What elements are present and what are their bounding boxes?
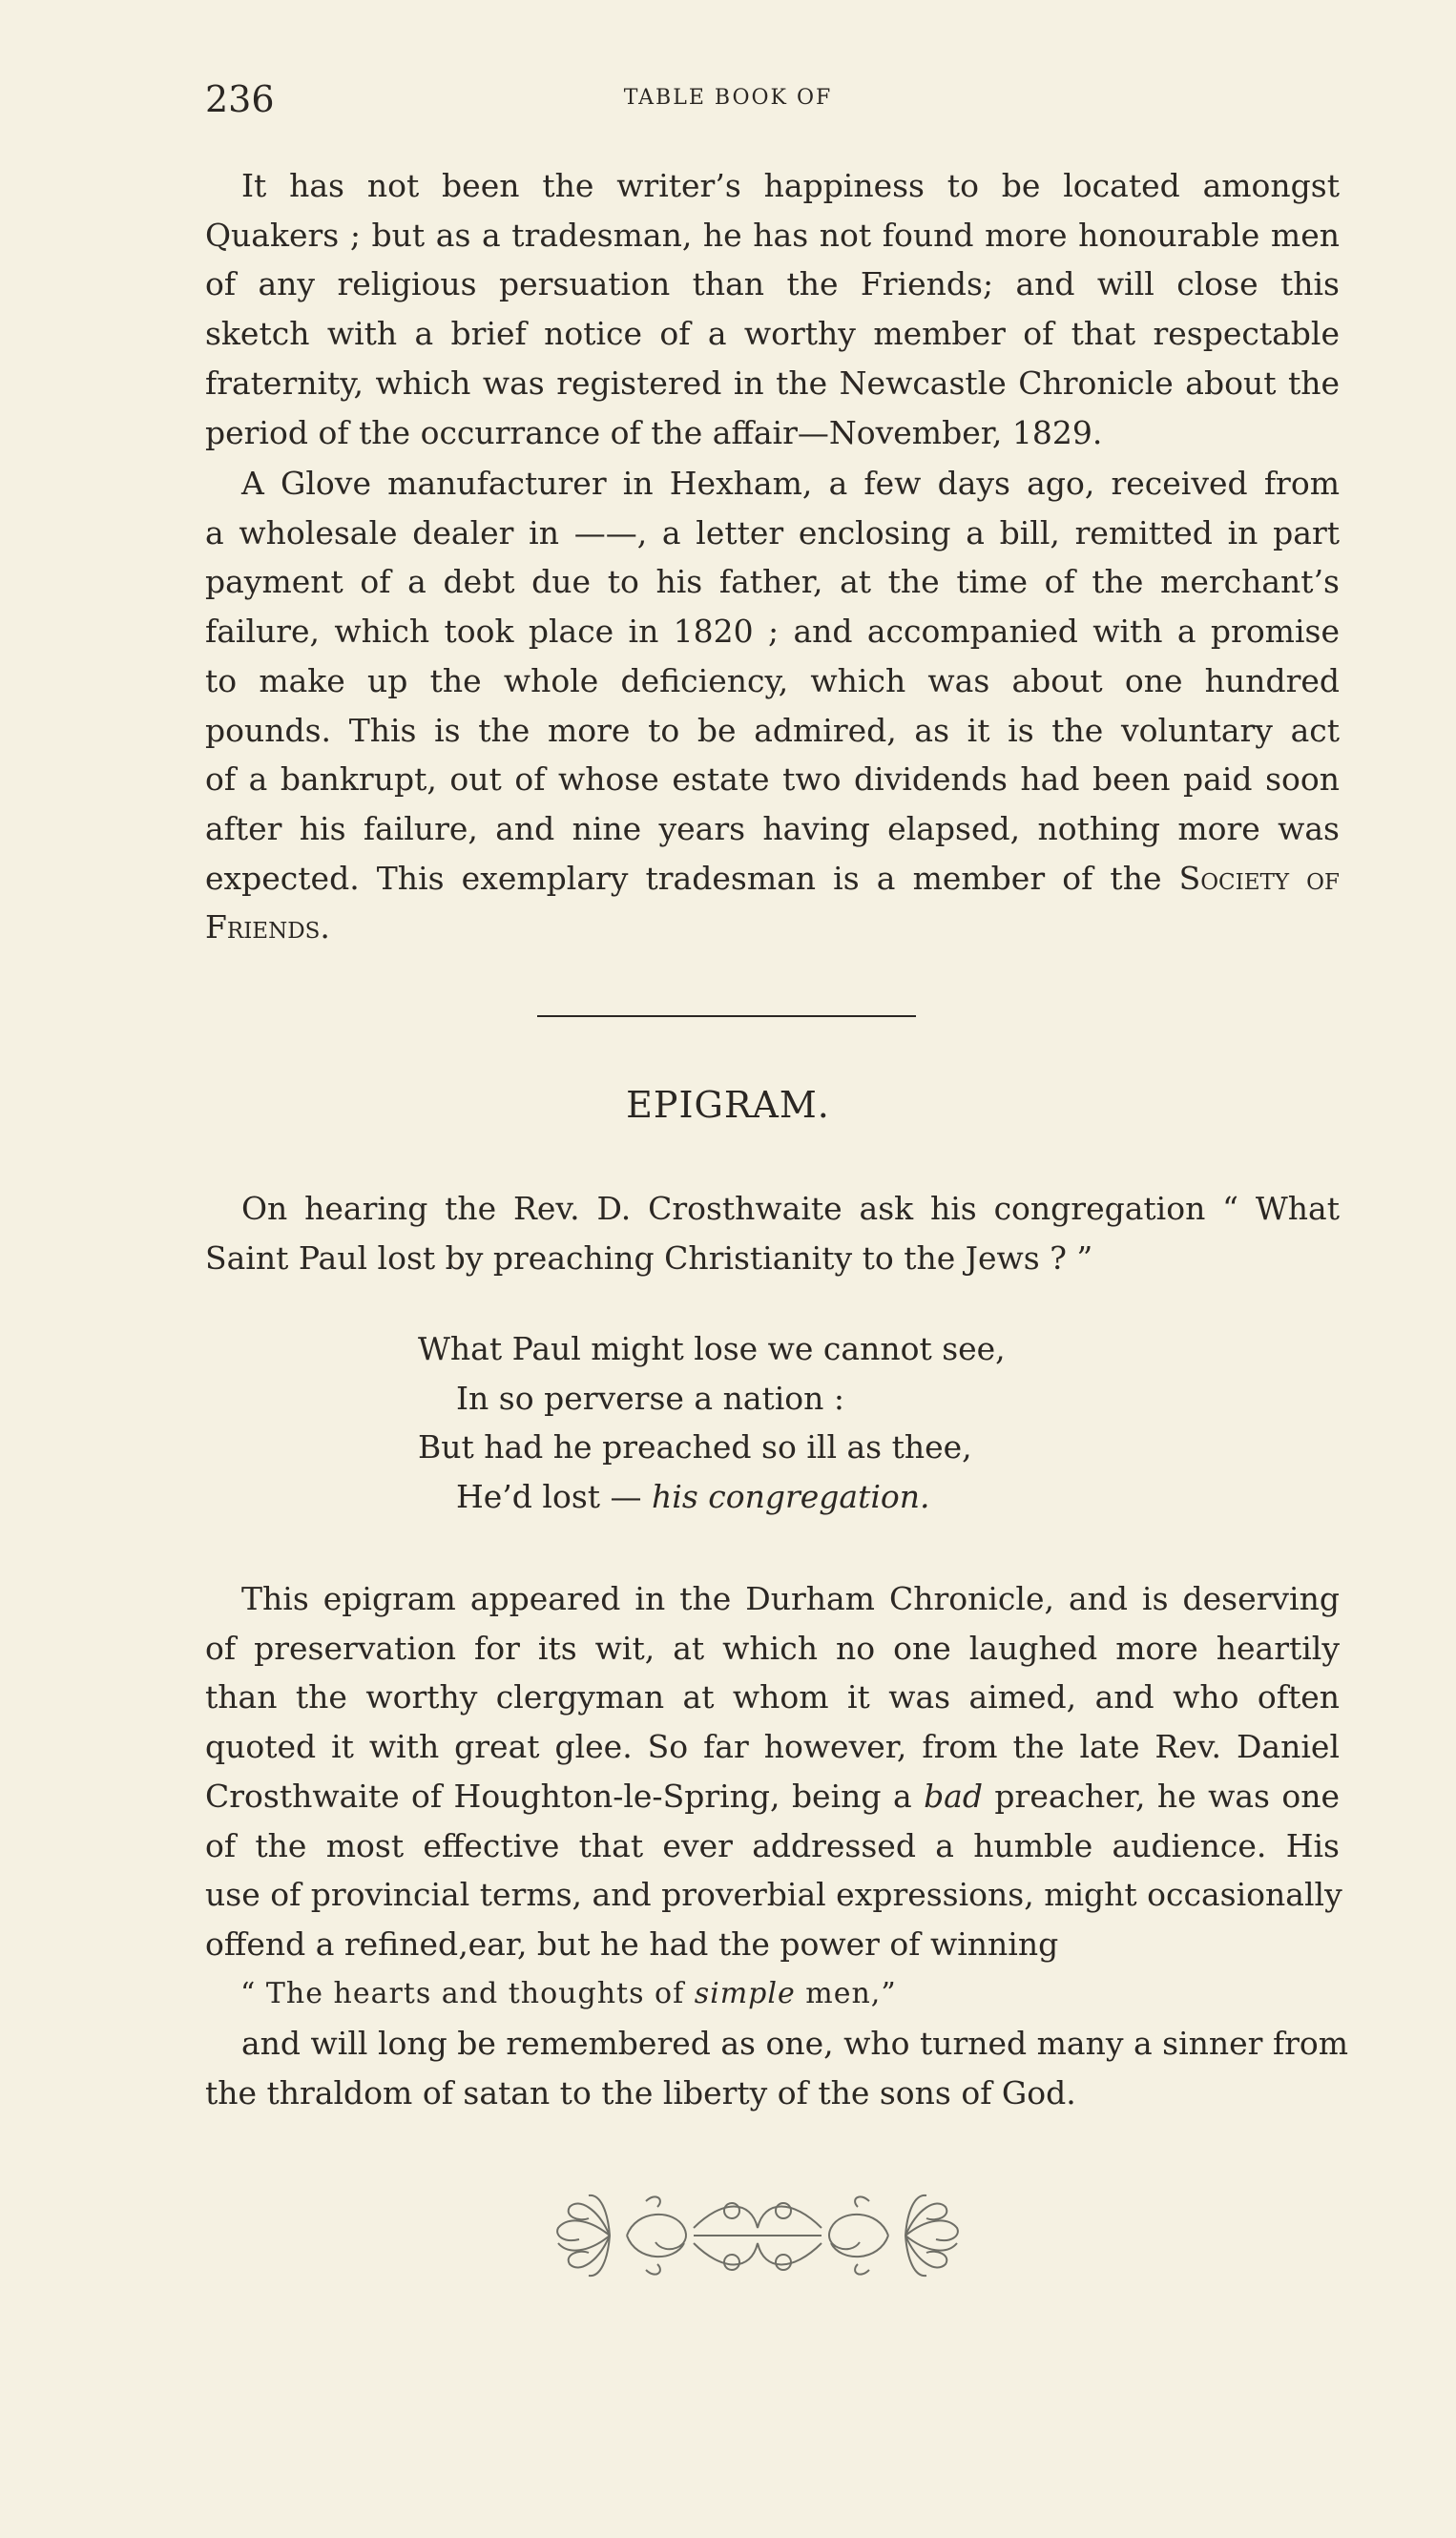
poem-line	[456, 1374, 844, 1424]
text-segment: sketch with a brief notice of a worthy member of that respectable	[205, 315, 1340, 353]
text-line	[205, 1722, 1340, 1772]
text-segment: payment of a debt due to his father, at the time of the merchant’s	[205, 563, 1340, 601]
text-line	[205, 359, 1340, 408]
text-line	[205, 1920, 1340, 1969]
text-segment: Quakers ; but as a tradesman, he has not found more honourable men	[205, 216, 1340, 254]
text-line	[205, 408, 1340, 458]
text-segment: On hearing the Rev. D. Crosthwaite ask his congregation “ What	[241, 1190, 1340, 1227]
paragraph-conclusion	[205, 2019, 1349, 2117]
text-line	[205, 557, 1340, 607]
poem-line	[418, 1423, 972, 1472]
text-segment: “ The hearts and thoughts of	[240, 1977, 695, 2010]
text-segment: expected. This exemplary tradesman is a member of the	[205, 859, 1179, 897]
text-line	[205, 211, 1340, 260]
text-line	[205, 309, 1340, 359]
text-segment: offend a refined‚ear, but he had the power of winning	[205, 1924, 1059, 1963]
text-line	[205, 1574, 1340, 1624]
ornament-tailpiece	[551, 2190, 965, 2280]
text-segment: and will long be remembered as one, who turned many a sinner from	[241, 2025, 1349, 2062]
text-segment: the thraldom of satan to the liberty of the sons of God.	[205, 2073, 1076, 2112]
text-segment: of preservation for its wit, at which no one laughed more heartily	[205, 1629, 1340, 1667]
text-line	[205, 607, 1340, 656]
text-segment: What Paul might lose we cannot see,	[418, 1330, 1006, 1367]
italic-text: simple	[694, 1977, 796, 2010]
text-line	[205, 804, 1340, 854]
text-line	[205, 1772, 1340, 1821]
text-line	[205, 509, 1340, 558]
text-segment: of a bankrupt, out of whose estate two dividends had been paid soon	[205, 760, 1340, 799]
italic-text: bad	[924, 1777, 983, 1815]
text-line	[205, 903, 1340, 952]
text-line	[205, 1234, 1340, 1283]
text-segment: than the worthy clergyman at whom it was aimed, and who often	[205, 1678, 1340, 1716]
epigram-title: EPIGRAM.	[626, 1084, 830, 1126]
text-line	[205, 1184, 1340, 1234]
text-line	[205, 2019, 1349, 2069]
poem-line	[418, 1324, 1006, 1374]
text-segment: after his failure, and nine years having elapsed, nothing more was	[205, 809, 1340, 847]
ornament-right-palmette	[905, 2195, 958, 2276]
text-line	[205, 706, 1340, 756]
text-line	[205, 2069, 1340, 2118]
text-segment: of the most effective that ever addressed a humble audience. His	[205, 1826, 1340, 1864]
text-segment: Saint Paul lost by preaching Christianity to the Jews ? ”	[205, 1238, 1093, 1277]
text-segment: period of the occurrance of the affair—November, 1829.	[205, 413, 1103, 451]
text-segment: a wholesale dealer in ——, a letter enclosing a bill, remitted in part	[205, 513, 1340, 551]
small-caps-text: Society of	[1178, 859, 1340, 897]
text-segment: A Glove manufacturer in Hexham, a few days ago, received from	[241, 465, 1340, 502]
section-divider-rule	[537, 1015, 916, 1017]
running-head: TABLE BOOK OF	[623, 86, 833, 110]
text-line	[205, 161, 1340, 211]
text-line	[205, 459, 1340, 509]
text-line	[205, 755, 1340, 804]
text-line	[205, 260, 1340, 309]
text-line	[205, 854, 1340, 904]
text-segment: failure, which took place in 1820 ; and accompanied with a promise	[205, 613, 1340, 651]
paragraph-epigram-commentary	[205, 1574, 1340, 1969]
text-segment: This epigram appeared in the Durham Chronicle, and is deserving	[241, 1580, 1340, 1617]
quoted-line	[240, 1969, 1099, 2019]
text-segment: of any religious persuation than the Friends; and will close this	[205, 265, 1340, 303]
ornament-left-palmette	[557, 2195, 610, 2276]
text-segment: use of provincial terms, and proverbial expressions, might occasionally	[205, 1876, 1342, 1914]
text-segment: But had he preached so ill as thee,	[418, 1428, 972, 1466]
text-line	[205, 1870, 1340, 1920]
text-segment: fraternity, which was registered in the Newcastle Chronicle about the	[205, 364, 1340, 402]
paragraph-glove-manufacturer	[205, 459, 1340, 952]
text-segment: preacher, he was one	[983, 1777, 1340, 1815]
paragraph-quakers	[205, 161, 1340, 457]
text-line	[205, 1624, 1340, 1674]
text-line	[205, 1821, 1340, 1871]
text-segment: to make up the whole deficiency, which was about one hundred	[205, 661, 1340, 699]
text-segment: He’d lost —	[456, 1478, 653, 1515]
page-number: 236	[205, 78, 275, 120]
text-line	[205, 1673, 1340, 1722]
text-segment: It has not been the writer’s happiness to be located amongst	[241, 167, 1340, 204]
text-segment: pounds. This is the more to be admired, as it is the voluntary act	[205, 711, 1340, 749]
text-segment: In so perverse a nation :	[456, 1380, 845, 1417]
text-segment: Crosthwaite of Houghton-le-Spring, being a	[205, 1777, 925, 1815]
poem-line	[456, 1472, 930, 1522]
ornament-center-scrolls	[627, 2196, 888, 2274]
italic-text: his congregation.	[652, 1478, 930, 1515]
small-caps-text: Friends.	[205, 908, 330, 947]
text-segment: men,”	[795, 1977, 897, 2010]
epigram-intro	[205, 1184, 1340, 1282]
text-segment: quoted it with great glee. So far however, from the late Rev. Daniel	[205, 1728, 1340, 1766]
text-line	[205, 656, 1340, 706]
